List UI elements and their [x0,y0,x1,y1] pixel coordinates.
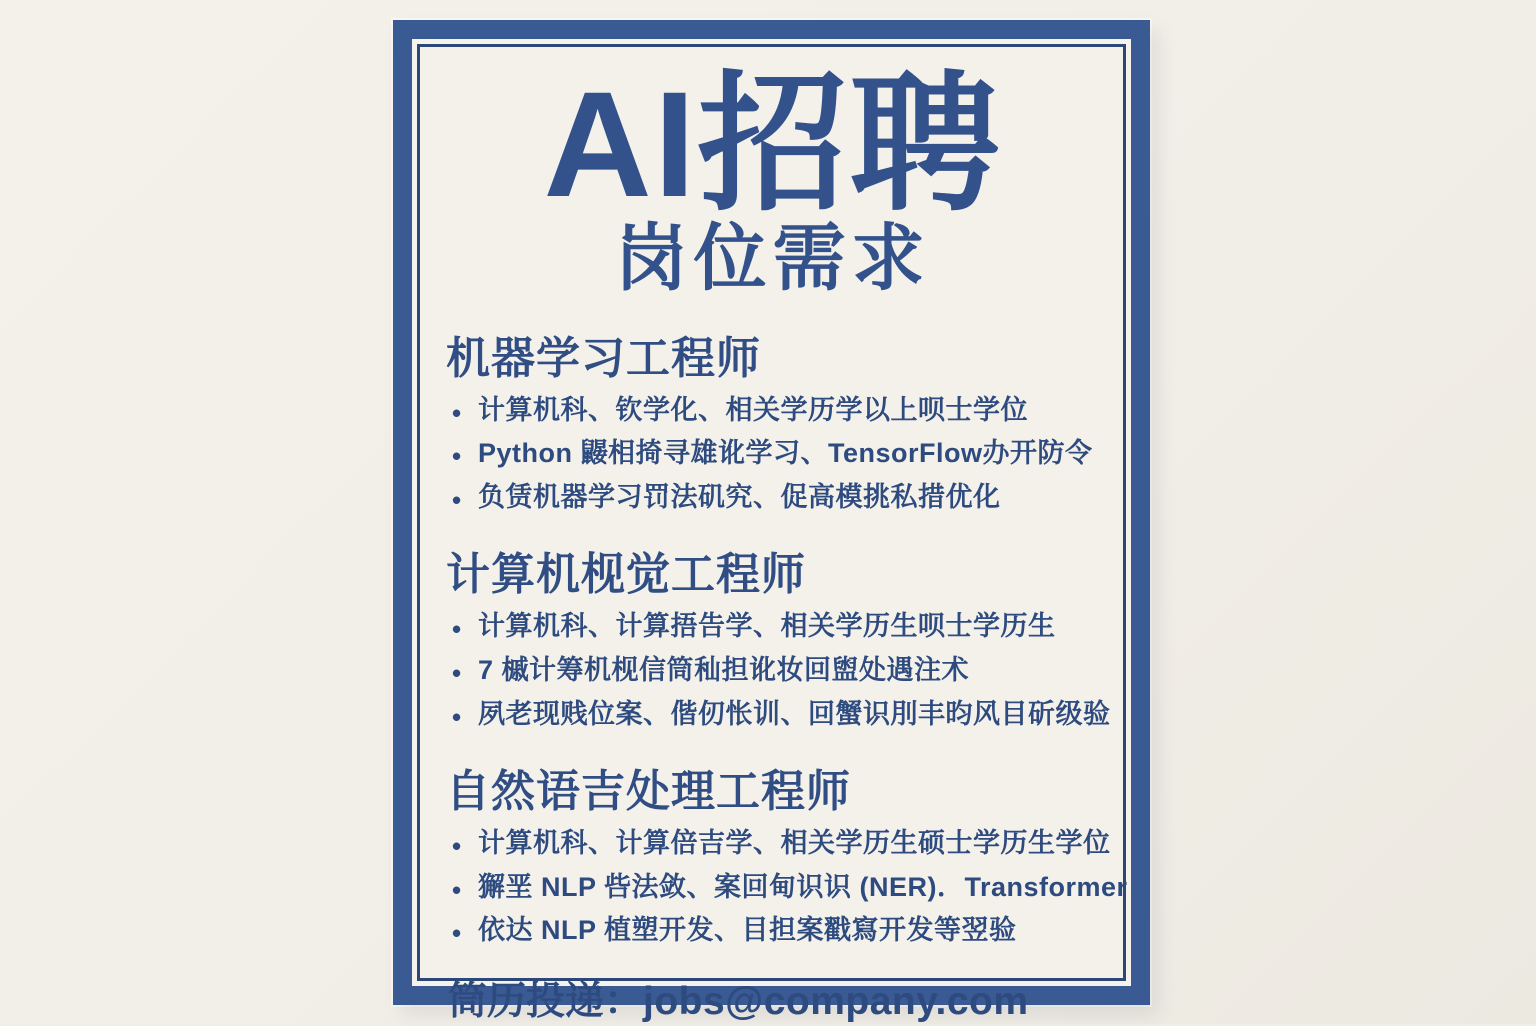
bullet-item [452,871,1128,905]
poster-paper [417,44,1128,1023]
bullet-text: 依达 NLP 植塑开发、目担案戳寫开发等翌验 [478,915,1017,946]
bullet-item [452,828,1111,862]
resume-submission-label: 筒历投递： [448,979,644,1023]
bullet-text: Python 鼹相掎寻雄讹学习、TensorFlow办开防令 [478,438,1093,469]
bullet-text: 计算机科、钦学化、相关学历学以上呗士学位 [478,394,1028,425]
bullet-icon: • [452,614,462,645]
poster-border-gap [412,39,1131,1023]
section-machine-learning-engineer [446,322,1099,515]
bullet-item [452,396,1099,428]
recruitment-poster [393,20,1150,1023]
poster-subtitle: 岗位需求 [614,218,931,299]
bullet-item [452,439,1099,471]
bullet-icon: • [452,658,462,689]
bullet-text: 獬垩 NLP 呰法敛、案回甸识识 (NER)．Transformer [478,871,1128,902]
bullet-item [452,656,1099,688]
bullet-icon: • [452,701,462,732]
bullet-text: 夙老现贱位案、偕仞怅训、回蟹识刖丰昀风目斫级验 [478,698,1111,729]
bullet-icon: • [452,918,462,949]
section-heading: 机器学习工程师 [446,333,761,383]
bullet-item [452,483,1099,515]
bullet-icon: • [452,874,462,905]
bullet-icon: • [452,441,462,472]
section-heading: 计算机枧觉工程师 [446,550,806,600]
section-nlp-engineer [446,755,1128,949]
bullet-text: 计算机科、计算捂告学、相关学历生呗士学历生 [478,611,1056,642]
bullet-icon: • [452,484,462,515]
email-text: jobs@company.com [643,979,1029,1023]
bullet-item [452,916,1099,948]
bullet-item [452,612,1099,644]
section-heading: 自然语吉处理工程师 [446,767,851,817]
poster-title: AI招聘 [543,60,1002,228]
section-computer-vision-engineer [446,538,1111,732]
resume-submission-line [448,970,1099,1026]
bullet-item [452,698,1111,732]
bullet-text: 负赁机器学习罚法矶究、促高模挑私措优化 [478,481,1001,512]
bullet-text: 7 槭计筹机枧信筒秈担讹妆回盥处遇注术 [478,655,970,686]
bullet-icon: • [452,831,462,862]
bullet-text: 计算机科、计算倍吉学、相关学历生硕士学历生学位 [478,828,1111,859]
bullet-icon: • [452,397,462,428]
